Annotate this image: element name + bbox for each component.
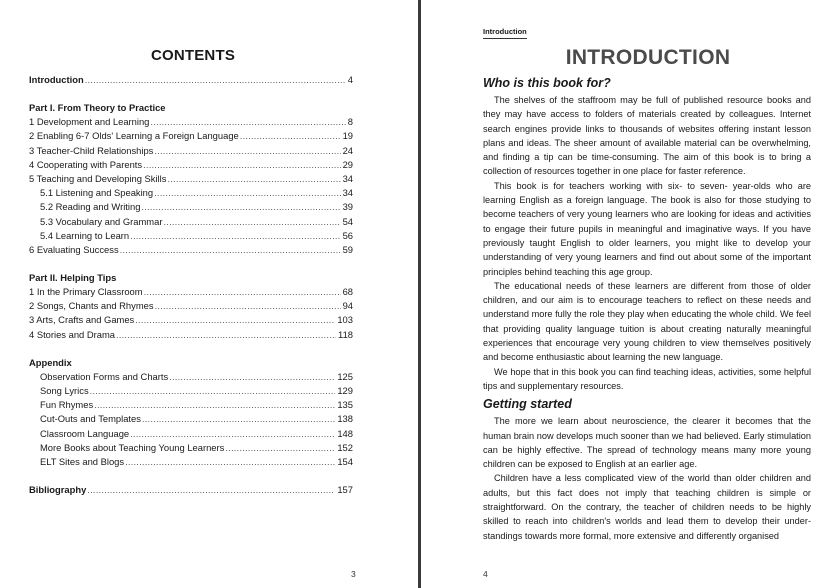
toc-leader-dots [94, 398, 335, 412]
body-paragraph: The more we learn about neuroscience, the clearer it becomes that the human brain now develops much sooner than we had believed. Early stimulation can be highly effective. The spread of technology means many more young children can be exposed to English at an earlier age. [483, 416, 811, 470]
toc-entry-page: 4 [347, 74, 353, 85]
toc-entry[interactable] [29, 115, 353, 129]
toc-leader-dots [163, 215, 340, 229]
toc-entry-label: 3 Arts, Crafts and Games [29, 314, 135, 326]
toc-leader-dots [154, 144, 340, 158]
toc-entry-label: 5.4 Learning to Learn [40, 229, 130, 241]
toc-entry-bibliography[interactable] [29, 483, 353, 497]
toc-leader-dots [154, 186, 340, 200]
toc-entry-page: 154 [337, 455, 353, 467]
toc-entry[interactable] [29, 427, 353, 441]
section-who-paragraphs [483, 93, 811, 393]
toc-entry-page: 24 [342, 144, 353, 156]
section-getting-started-paragraphs [483, 414, 811, 543]
toc-entry-label: 5.2 Reading and Writing [40, 201, 141, 213]
toc-leader-dots [116, 328, 336, 342]
introduction-body [483, 75, 811, 543]
toc-entry[interactable] [29, 129, 353, 143]
toc-part2-heading: Part II. Helping Tips [29, 272, 117, 284]
toc-entry-page: 56 [342, 229, 353, 241]
toc-part1-heading: Part I. From Theory to Practice [29, 102, 166, 114]
toc-entry[interactable] [29, 144, 353, 158]
toc-entry[interactable] [29, 328, 353, 342]
toc-entry-introduction[interactable] [29, 73, 353, 87]
toc-entry-label: Classroom Language [40, 427, 130, 439]
toc-entry-page: 94 [342, 300, 353, 312]
toc-leader-dots [144, 285, 341, 299]
toc-entry-label: ELT Sites and Blogs [40, 455, 125, 467]
toc-entry-label: 1 In the Primary Classroom [29, 286, 143, 298]
toc-entry-label: More Books about Teaching Young Learners [40, 441, 225, 453]
toc-leader-dots [125, 455, 335, 469]
toc-entry[interactable] [29, 313, 353, 327]
toc-entry[interactable] [29, 200, 353, 214]
toc-entry[interactable] [29, 243, 353, 257]
toc-entry-page: 152 [337, 441, 353, 453]
toc-entry-label: Cut-Outs and Templates [40, 413, 141, 425]
toc-entry[interactable] [29, 370, 353, 384]
toc-entry-page: 103 [337, 314, 353, 326]
introduction-page [421, 0, 825, 588]
toc-leader-dots [135, 313, 335, 327]
toc-entry-page: 138 [337, 413, 353, 425]
toc-leader-dots [143, 158, 340, 172]
toc-entry-label: 2 Songs, Chants and Rhymes [29, 300, 154, 312]
toc-leader-dots [155, 299, 341, 313]
table-of-contents [29, 73, 353, 497]
running-head: Introduction [483, 27, 527, 39]
toc-entry-page: 34 [342, 172, 353, 184]
toc-entry-label: 4 Stories and Drama [29, 328, 115, 340]
body-paragraph: We hope that in this book you can find teaching ideas, activities, some helpful tips and supplementary resources. [483, 366, 811, 391]
toc-entry[interactable] [29, 398, 353, 412]
toc-leader-dots [141, 200, 340, 214]
toc-entry-label: Introduction [29, 74, 84, 85]
body-paragraph: The shelves of the staffroom may be full of published resource books and they may have access to folders of materials created by colleagues. Internet search engines provide links to thousands of websites offering instant lesson plans and ideas. The sheer amount of available material can be overwhelming, and finding a tip can be time-consuming. The aim of this book is to bring a collection of resources together in one place for faster reference. [483, 95, 811, 177]
toc-entry[interactable] [29, 172, 353, 186]
toc-entry-label: 5.1 Listening and Speaking [40, 187, 154, 199]
toc-entry-page: 19 [342, 130, 353, 142]
toc-leader-dots [130, 427, 335, 441]
section-heading-getting-started: Getting started [483, 397, 572, 412]
toc-leader-dots [120, 243, 341, 257]
toc-entry-label: Bibliography [29, 484, 87, 496]
toc-entry-page: 34 [342, 187, 353, 199]
toc-entry[interactable] [29, 215, 353, 229]
toc-entry[interactable] [29, 186, 353, 200]
introduction-title: INTRODUCTION [565, 46, 731, 69]
toc-entry-page: 68 [342, 286, 353, 298]
toc-entry-label: 5.3 Vocabulary and Grammar [40, 215, 163, 227]
toc-leader-dots [130, 229, 340, 243]
toc-entry-page: 125 [337, 370, 353, 382]
page-number-left: 3 [351, 569, 356, 579]
toc-entry-page: 8 [347, 116, 353, 128]
toc-entry[interactable] [29, 441, 353, 455]
toc-appendix-list [29, 370, 353, 469]
toc-leader-dots [225, 441, 335, 455]
toc-leader-dots [142, 412, 335, 426]
body-paragraph: The educational needs of these learners are different from those of older children, and our aim is to encourage teachers to reflect on these needs and understand more fully the role they play when educating the whole child. We feel that providing quality language tuition is about creating naturally meaningful experiences that encourage very young children to view themselves positively and become enthusiastic about learning the new language. [483, 280, 811, 363]
body-paragraph: This book is for teachers working with six- to seven- year-olds who are learning English as a foreign language. The book is also for those studying to become teachers of very young learners who are looking for ideas and activities to engage their future pupils in meaningful and imaginative ways. If you have previously taught English to older learners, you might like to develop your understanding of very young learners and find out about some of the important principles behind teaching this age group. [483, 180, 811, 277]
toc-leader-dots [87, 483, 335, 497]
toc-part2-list [29, 285, 353, 342]
toc-entry-label: Song Lyrics [40, 385, 89, 396]
toc-entry-page: 39 [342, 201, 353, 213]
toc-entry[interactable] [29, 455, 353, 469]
toc-entry-label: 6 Evaluating Success [29, 243, 119, 255]
toc-part1-list [29, 115, 353, 257]
section-heading-who: Who is this book for? [483, 76, 611, 90]
toc-entry-page: 135 [337, 399, 353, 411]
toc-entry[interactable] [29, 229, 353, 243]
toc-entry[interactable] [29, 412, 353, 426]
toc-leader-dots [85, 73, 346, 87]
toc-entry[interactable] [29, 158, 353, 172]
toc-entry-label: 1 Development and Learning [29, 116, 150, 128]
contents-title: CONTENTS [150, 47, 236, 64]
toc-appendix-heading: Appendix [29, 356, 72, 368]
toc-leader-dots [150, 115, 345, 129]
toc-entry[interactable] [29, 384, 353, 398]
toc-leader-dots [90, 384, 336, 398]
body-paragraph: Children have a less complicated view of the world than older children and adults, but this fact does not imply that teaching children is simple or straightforward. On the contrary, the teacher of children needs to be highly skilled to reach into children's worlds and lead them to develop their understandings towards more formal, more extensive and differently organised [483, 473, 811, 541]
toc-entry-label: 2 Enabling 6-7 Olds' Learning a Foreign Language [29, 130, 239, 142]
toc-entry-label: Fun Rhymes [40, 399, 94, 411]
toc-entry-label: 4 Cooperating with Parents [29, 158, 143, 170]
toc-leader-dots [167, 172, 340, 186]
toc-entry[interactable] [29, 299, 353, 313]
toc-leader-dots [169, 370, 335, 384]
toc-entry-page: 129 [337, 385, 353, 396]
toc-leader-dots [240, 129, 341, 143]
toc-entry-label: Observation Forms and Charts [40, 370, 169, 382]
toc-entry-page: 157 [337, 484, 353, 496]
toc-entry-page: 148 [337, 427, 353, 439]
page-number-right: 4 [483, 569, 488, 579]
toc-entry-label: 3 Teacher-Child Relationships [29, 144, 154, 156]
toc-entry[interactable] [29, 285, 353, 299]
toc-entry-page: 29 [342, 158, 353, 170]
toc-entry-page: 118 [338, 328, 353, 340]
toc-entry-page: 59 [342, 243, 353, 255]
toc-entry-label: 5 Teaching and Developing Skills [29, 172, 167, 184]
toc-entry-page: 54 [342, 215, 353, 227]
